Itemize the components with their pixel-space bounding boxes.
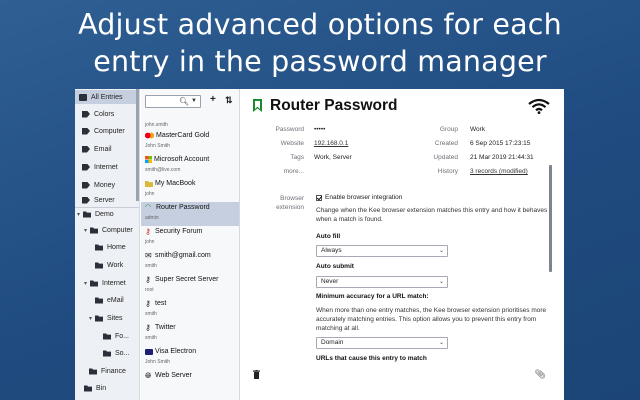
sidebar-item-label: So... xyxy=(115,349,130,357)
browser-extension-label-1: Browser xyxy=(280,195,304,202)
sidebar-item-label: Work xyxy=(107,261,124,269)
autosubmit-select[interactable] xyxy=(316,276,448,288)
entry-title: smith@gmail.com xyxy=(155,252,211,259)
sidebar-item-internet-tag[interactable] xyxy=(75,160,140,174)
entry-title: Router Password xyxy=(156,204,210,211)
sidebar-item-label: Finance xyxy=(101,367,126,375)
history-link[interactable]: 3 records (modified) xyxy=(470,168,528,175)
sidebar-item-label: Internet xyxy=(102,279,126,287)
sidebar-item-label: Computer xyxy=(102,226,133,234)
entry-subtitle: John Smith xyxy=(145,359,171,365)
folder-icon xyxy=(103,333,111,340)
entry-list xyxy=(141,89,240,400)
search-input[interactable] xyxy=(145,95,201,108)
entry-subtitle: John Smith xyxy=(145,143,171,149)
group-value[interactable]: Work xyxy=(470,126,486,133)
entry-subtitle: john.smith xyxy=(145,122,168,128)
sidebar-item-label: eMail xyxy=(107,296,124,304)
folder-icon xyxy=(90,227,98,234)
enable-integration-checkbox[interactable] xyxy=(316,195,322,201)
entry-title: MasterCard Gold xyxy=(156,132,210,139)
entry-title: test xyxy=(155,300,167,307)
sidebar-item-label: Colors xyxy=(94,110,115,118)
browser-extension-section xyxy=(316,194,551,201)
autofill-label: Auto fill xyxy=(316,233,341,240)
updated-label: Updated xyxy=(433,154,458,161)
chevron-down-icon[interactable]: ▼ xyxy=(191,98,197,104)
sidebar-item-demo[interactable] xyxy=(75,207,140,221)
list-item[interactable] xyxy=(141,226,239,250)
folder-icon xyxy=(95,244,103,251)
chevron-down-icon[interactable]: ▾ xyxy=(84,280,88,287)
search-icon[interactable]: 🔍︎ xyxy=(178,97,189,106)
sidebar-item-label: Bin xyxy=(96,384,107,392)
entry-subtitle: admin xyxy=(145,215,159,221)
sidebar-item-social[interactable] xyxy=(75,346,140,360)
enable-integration-row[interactable] xyxy=(316,194,551,201)
entry-title-heading[interactable]: Router Password xyxy=(270,97,398,114)
sidebar-item-money-tag[interactable] xyxy=(75,178,140,192)
sidebar-item-work[interactable] xyxy=(75,258,140,272)
list-item[interactable] xyxy=(141,178,239,202)
sidebar-item-colors[interactable] xyxy=(75,107,140,121)
trash-icon[interactable] xyxy=(253,370,260,379)
tag-icon xyxy=(82,197,90,204)
autofill-select[interactable] xyxy=(316,245,448,257)
folder-icon xyxy=(83,211,91,218)
attachment-icon[interactable]: 📎︎ xyxy=(534,369,546,379)
list-item[interactable] xyxy=(141,370,239,394)
entry-title: My MacBook xyxy=(155,180,196,187)
sidebar-item-label: Fo... xyxy=(115,332,130,340)
password-field[interactable]: ••••• xyxy=(314,126,326,133)
accuracy-label: Minimum accuracy for a URL match: xyxy=(316,293,429,300)
chevron-down-icon: ⌄ xyxy=(438,279,444,285)
created-value: 6 Sep 2015 17:23:15 xyxy=(470,140,531,147)
tag-icon xyxy=(82,111,90,118)
sidebar-item-email-group[interactable] xyxy=(75,293,140,307)
trash-folder-icon xyxy=(84,385,92,392)
sidebar-item-home[interactable] xyxy=(75,240,140,254)
chevron-down-icon: ⌄ xyxy=(438,340,444,346)
tag-icon xyxy=(82,164,90,171)
sidebar-item-label: Sites xyxy=(107,314,123,322)
list-item[interactable] xyxy=(141,130,239,154)
tag-icon xyxy=(82,146,90,153)
sidebar-item-label: All Entries xyxy=(91,93,123,101)
accuracy-value: Domain xyxy=(321,339,344,346)
website-label: Website xyxy=(280,140,304,147)
app-window xyxy=(75,89,564,400)
sort-button[interactable]: ⇅ xyxy=(225,95,233,105)
microsoft-icon xyxy=(145,156,152,163)
sidebar-item-finance[interactable] xyxy=(75,364,140,378)
sidebar-item-all-entries[interactable] xyxy=(75,90,140,104)
sidebar xyxy=(75,89,140,400)
list-item-selected[interactable] xyxy=(141,202,239,226)
list-item[interactable] xyxy=(141,346,239,370)
sidebar-item-label: Internet xyxy=(94,163,118,171)
folder-icon xyxy=(95,315,103,322)
key-icon: ⚷ xyxy=(145,275,151,284)
autosubmit-label: Auto submit xyxy=(316,263,354,270)
folder-icon xyxy=(95,262,103,269)
list-item[interactable] xyxy=(141,250,239,274)
entry-title: Twitter xyxy=(155,324,176,331)
folder-icon xyxy=(90,280,98,287)
laptop-icon xyxy=(145,180,153,187)
entry-subtitle: smith@live.com xyxy=(145,167,181,173)
sidebar-item-bin[interactable] xyxy=(75,381,140,395)
created-label: Created xyxy=(434,140,458,147)
chevron-down-icon[interactable]: ▾ xyxy=(89,315,93,322)
browser-extension-label-2: extension xyxy=(276,204,304,211)
sidebar-item-server-tag[interactable] xyxy=(75,195,140,205)
tags-label: Tags xyxy=(290,154,304,161)
folder-icon xyxy=(95,297,103,304)
sidebar-item-forums[interactable] xyxy=(75,329,140,343)
sidebar-item-computer-tag[interactable] xyxy=(75,124,140,138)
entry-subtitle: smith xyxy=(145,335,157,341)
chevron-down-icon: ⌄ xyxy=(438,248,444,254)
entry-subtitle: smith xyxy=(145,263,157,269)
accuracy-select[interactable] xyxy=(316,337,448,349)
list-item[interactable] xyxy=(141,298,239,322)
group-label: Group xyxy=(439,126,458,133)
website-link[interactable]: 192.168.0.1 xyxy=(314,140,349,147)
more-fields-link[interactable]: more... xyxy=(283,168,304,175)
list-item[interactable] xyxy=(141,274,239,298)
sidebar-item-label: Home xyxy=(107,243,126,251)
tag-icon xyxy=(82,128,90,135)
detail-scrollbar[interactable] xyxy=(549,165,552,272)
entry-subtitle: root xyxy=(145,287,154,293)
entry-title: Visa Electron xyxy=(155,348,197,355)
add-entry-button[interactable]: + xyxy=(210,94,216,105)
folder-icon xyxy=(89,368,97,375)
tag-icon xyxy=(82,182,90,189)
sidebar-scrollbar[interactable] xyxy=(136,89,139,201)
sidebar-item-email-tag[interactable] xyxy=(75,142,140,156)
autofill-value: Always xyxy=(321,247,342,254)
urls-label: URLs that cause this entry to match xyxy=(316,355,427,362)
entry-title: Security Forum xyxy=(155,228,203,235)
list-item[interactable] xyxy=(141,154,239,178)
entry-title: Web Server xyxy=(155,372,192,379)
key-icon: ⚷ xyxy=(145,227,151,236)
mastercard-icon xyxy=(145,132,154,139)
entry-subtitle: smith xyxy=(145,311,157,317)
accuracy-description: When more than one entry matches, the Kee browser extension prioritises more accurately matching entries. This option allows you to prevent this entry from matching at all. xyxy=(316,307,547,332)
password-label: Password xyxy=(275,126,304,133)
headline-line-1: Adjust advanced options for each xyxy=(78,8,562,41)
mail-icon: ✉ xyxy=(145,251,152,260)
sidebar-item-internet-group[interactable] xyxy=(75,276,140,290)
visa-icon xyxy=(145,349,153,355)
sidebar-item-label: Server xyxy=(94,196,115,204)
promo-headline xyxy=(0,6,640,80)
history-label: History xyxy=(437,168,458,175)
sidebar-item-label: Money xyxy=(94,181,116,189)
headline-line-2: entry in the password manager xyxy=(93,45,547,78)
wifi-icon: ◠ xyxy=(145,204,152,211)
sidebar-item-sites[interactable] xyxy=(75,311,140,325)
folder-icon xyxy=(103,350,111,357)
sidebar-item-label: Email xyxy=(94,145,112,153)
chevron-down-icon[interactable]: ▾ xyxy=(84,227,88,234)
sidebar-item-label: Computer xyxy=(94,127,125,135)
list-item[interactable] xyxy=(141,322,239,346)
enable-integration-label: Enable browser integration xyxy=(325,194,403,201)
sidebar-item-computer-group[interactable] xyxy=(75,223,140,237)
key-icon: ⚷ xyxy=(145,299,151,308)
updated-value: 21 Mar 2019 21:44:31 xyxy=(470,154,534,161)
globe-icon: 🌐︎ xyxy=(145,371,152,380)
entry-title: Microsoft Account xyxy=(154,156,210,163)
entry-detail xyxy=(241,89,564,400)
sidebar-item-label: Demo xyxy=(95,210,114,218)
wifi-icon[interactable] xyxy=(528,98,550,114)
chevron-down-icon[interactable]: ▾ xyxy=(77,211,81,218)
entry-subtitle: john xyxy=(145,239,155,245)
database-icon xyxy=(79,94,87,101)
key-icon: ⚷ xyxy=(145,323,151,332)
autosubmit-value: Never xyxy=(321,278,339,285)
entry-subtitle: john xyxy=(145,191,155,197)
entry-title: Super Secret Server xyxy=(155,276,219,283)
enable-integration-description: Change when the Kee browser extension matches this entry and how it behaves when a match is found. xyxy=(316,207,548,223)
tags-field[interactable]: Work, Server xyxy=(314,154,352,161)
